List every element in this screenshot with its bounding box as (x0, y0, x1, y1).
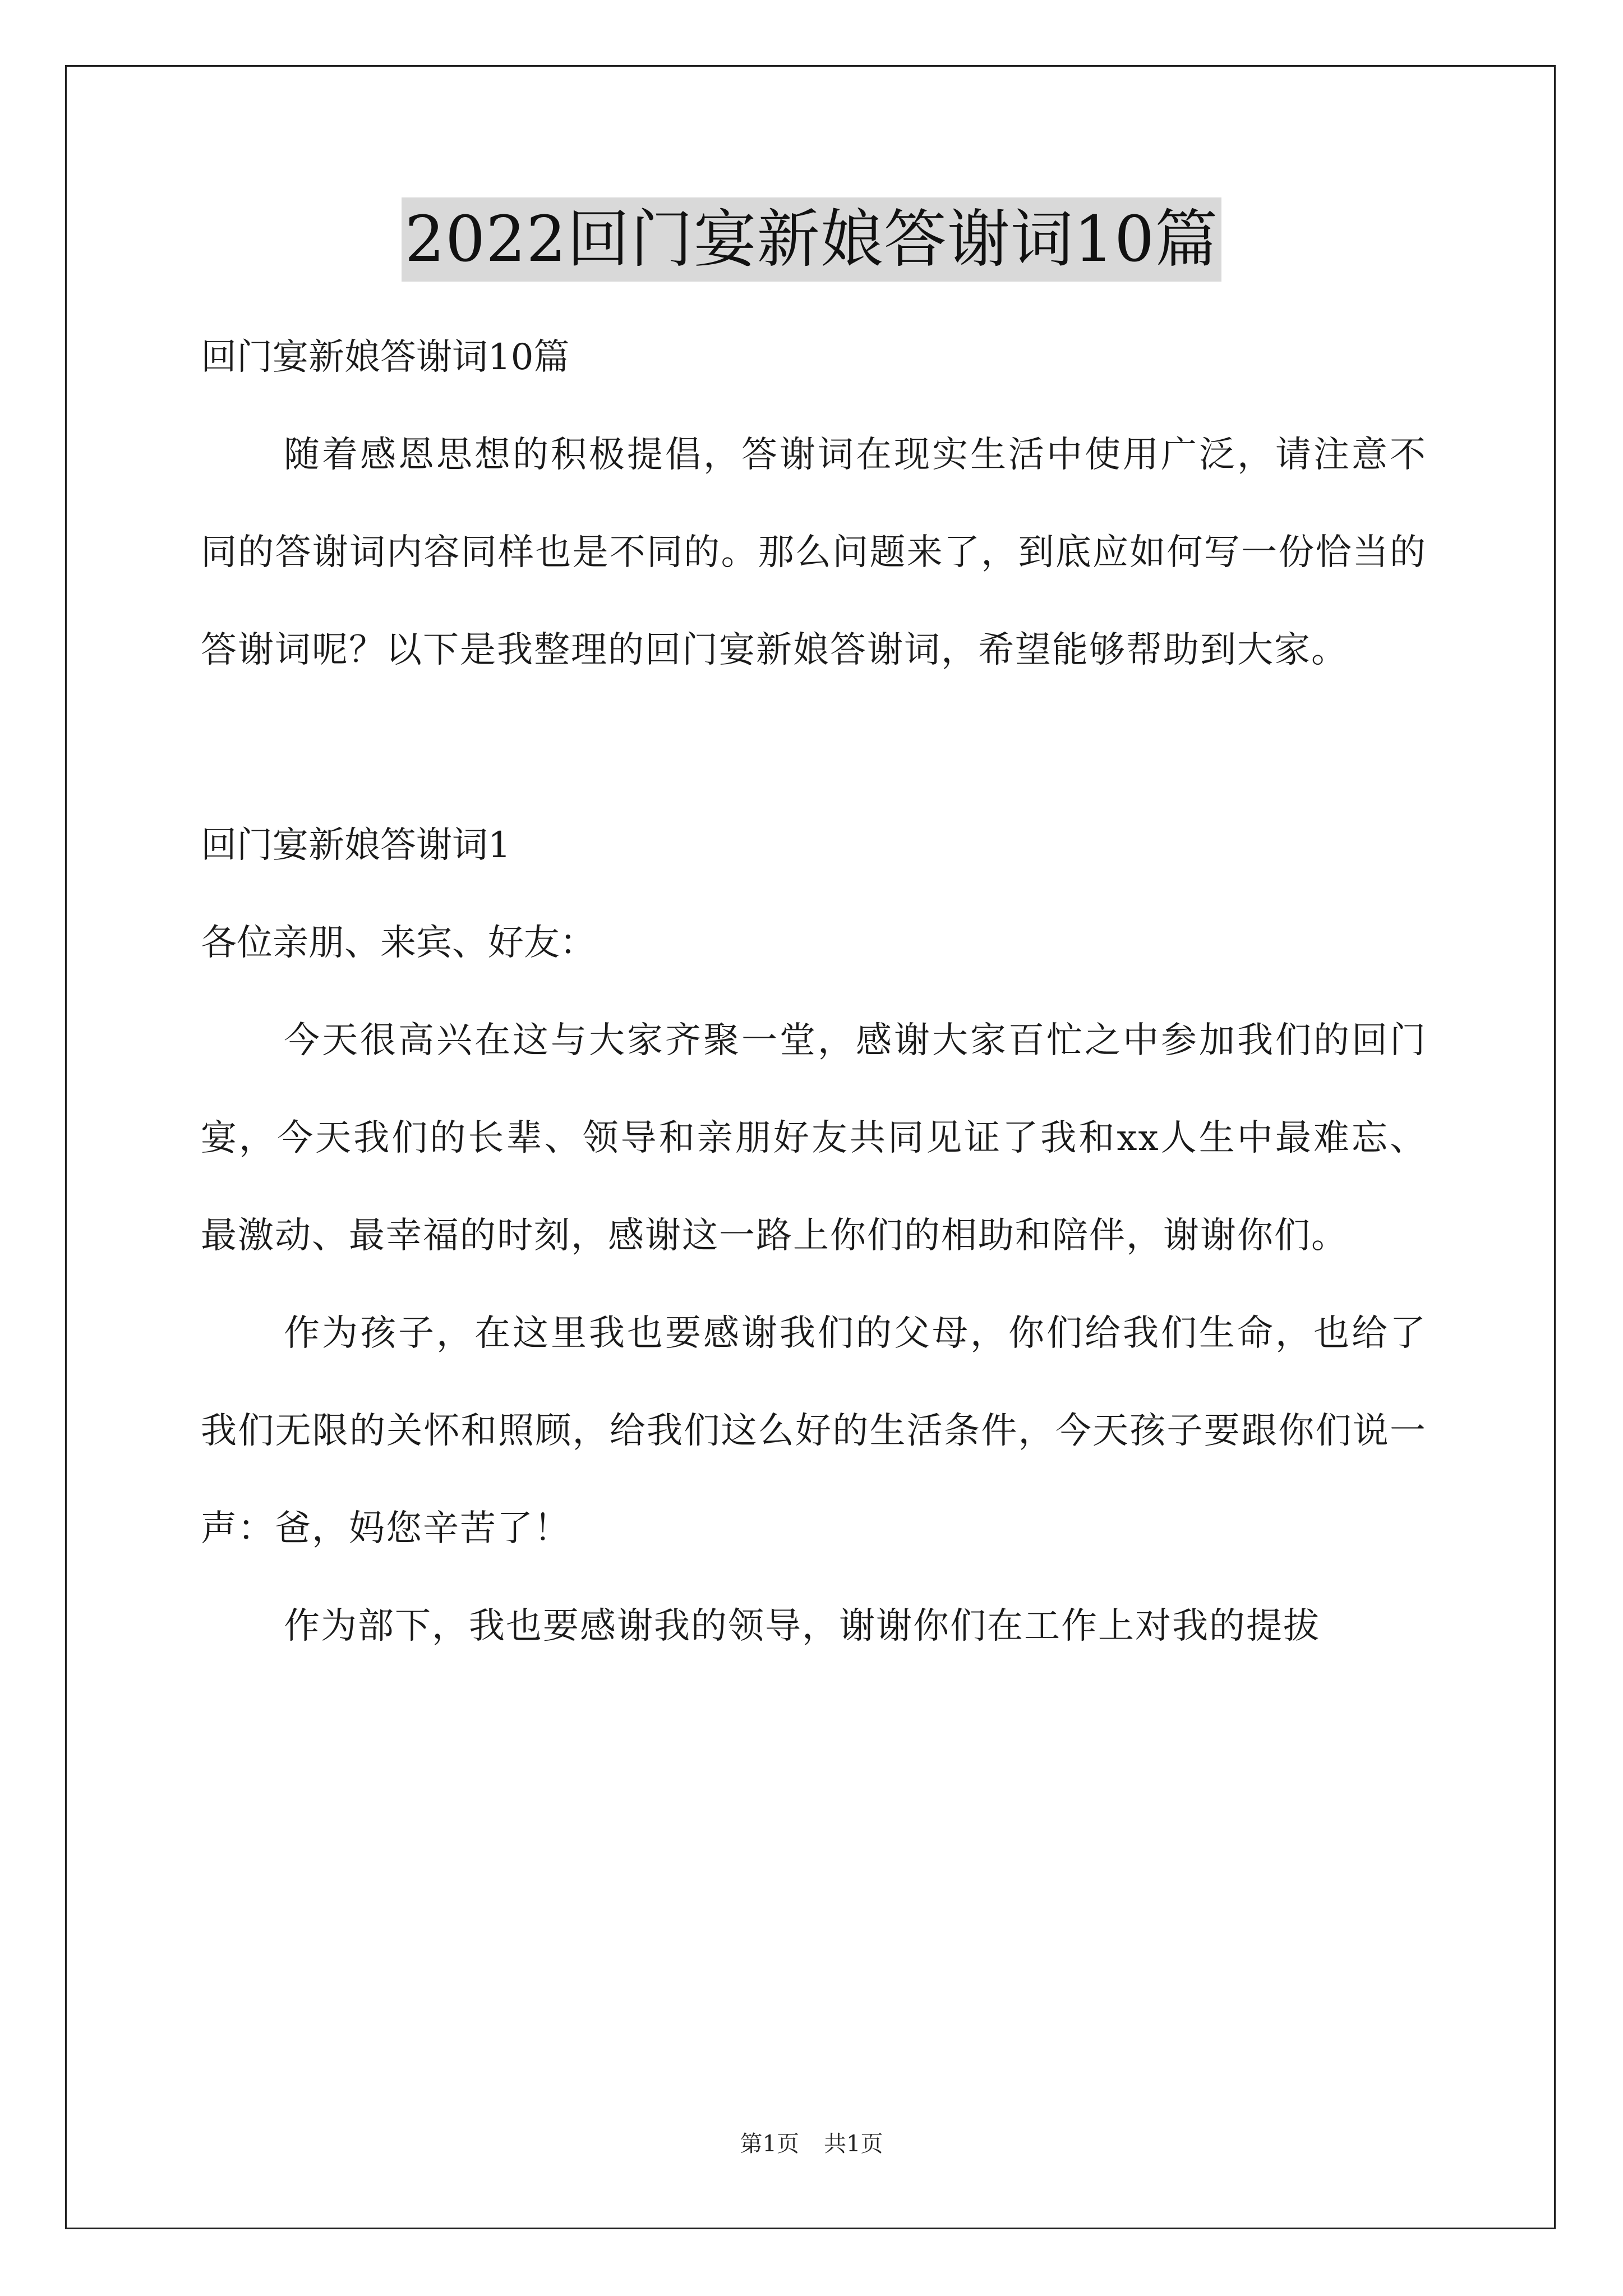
title-container (0, 197, 1623, 282)
blank-line (201, 699, 1427, 797)
document-subtitle: 回门宴新娘答谢词10篇 (201, 337, 570, 378)
page-number: 第1页 (740, 2131, 799, 2157)
document-body (201, 309, 1427, 1675)
body-paragraph: 今天很高兴在这与大家齐聚一堂，感谢大家百忙之中参加我们的回门宴，今天我们的长辈、领导和亲朋好友共同见证了我和xx人生中最难忘、最激动、最幸福的时刻，感谢这一路上你们的相助和陪伴，谢谢你们。 (201, 1020, 1427, 1257)
document-title: 2022回门宴新娘答谢词10篇 (402, 197, 1222, 282)
section-heading: 回门宴新娘答谢词1 (201, 825, 511, 866)
body-paragraph: 作为部下，我也要感谢我的领导，谢谢你们在工作上对我的提拔 (284, 1605, 1320, 1647)
body-paragraph: 作为孩子，在这里我也要感谢我们的父母，你们给我们生命，也给了我们无限的关怀和照顾，给我们这么好的生活条件，今天孩子要跟你们说一声：爸，妈您辛苦了！ (201, 1313, 1427, 1549)
intro-paragraph: 随着感恩思想的积极提倡，答谢词在现实生活中使用广泛，请注意不同的答谢词内容同样也是不同的。那么问题来了，到底应如何写一份恰当的答谢词呢？以下是我整理的回门宴新娘答谢词，希望能够帮助到大家。 (201, 434, 1427, 671)
page-footer (0, 2128, 1623, 2160)
salutation: 各位亲朋、来宾、好友： (201, 922, 596, 964)
page-total: 共1页 (824, 2131, 883, 2157)
